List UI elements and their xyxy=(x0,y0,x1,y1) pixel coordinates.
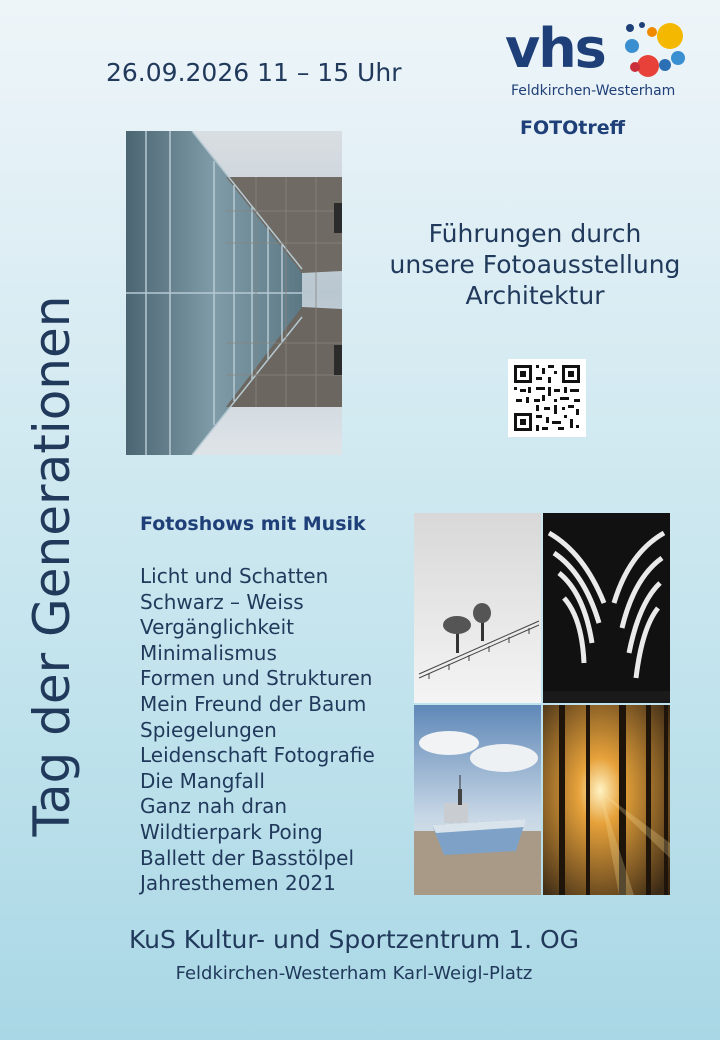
list-item: Leidenschaft Fotografie xyxy=(140,743,375,768)
zebras-photo xyxy=(543,513,670,703)
vhs-logo xyxy=(505,17,695,102)
list-item: Ballett der Basstölpel xyxy=(140,845,355,870)
list-item: Spiegelungen xyxy=(140,717,277,742)
list-item: Minimalismus xyxy=(140,640,277,665)
event-title-vertical: Tag der Generationen xyxy=(23,295,81,837)
list-item: Schwarz – Weiss xyxy=(140,589,304,614)
vhs-logo-dots-icon xyxy=(620,20,695,80)
tours-line: unsere Fotoausstellung xyxy=(389,250,681,279)
venue-name: KuS Kultur- und Sportzentrum 1. OG xyxy=(128,925,580,954)
event-date-time: 26.09.2026 11 – 15 Uhr xyxy=(106,58,402,87)
qr-code[interactable] xyxy=(508,359,586,437)
list-item: Ganz nah dran xyxy=(140,794,288,819)
tours-description xyxy=(380,218,690,311)
list-item: Wildtierpark Poing xyxy=(140,819,323,844)
list-item: Formen und Strukturen xyxy=(140,666,373,691)
list-item: Die Mangfall xyxy=(140,768,265,793)
tours-line: Architektur xyxy=(465,281,605,310)
tours-line: Führungen durch xyxy=(428,219,642,248)
list-item: Jahresthemen 2021 xyxy=(140,871,336,896)
venue-address: Feldkirchen-Westerham Karl-Weigl-Platz xyxy=(175,963,533,984)
architecture-photo xyxy=(126,131,342,455)
beached-boat-photo xyxy=(414,705,541,895)
vhs-logo-wordmark: vhs xyxy=(505,17,605,80)
vhs-logo-location: Feldkirchen-Westerham xyxy=(511,83,676,99)
sunlit-forest-photo xyxy=(543,705,670,895)
photo-grid xyxy=(414,513,670,895)
winter-trees-photo xyxy=(414,513,541,703)
list-item: Vergänglichkeit xyxy=(140,615,294,640)
shows-list xyxy=(140,564,375,897)
list-item: Licht und Schatten xyxy=(140,564,329,588)
list-item: Mein Freund der Baum xyxy=(140,691,367,716)
program-name: FOTOtreff xyxy=(520,117,625,139)
shows-heading: Fotoshows mit Musik xyxy=(140,513,366,535)
